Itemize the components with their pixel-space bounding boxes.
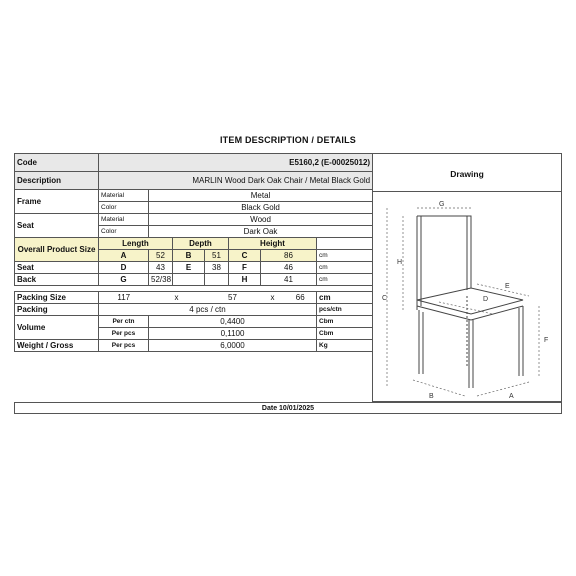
- dim-value: 46: [261, 262, 317, 274]
- dim-value: 51: [205, 250, 229, 262]
- chair-leg: [419, 310, 423, 374]
- seat-material-group-label: Seat: [15, 214, 99, 238]
- dim-key: G: [99, 274, 149, 286]
- label-b: B: [429, 393, 434, 400]
- dimension-header-row: [15, 238, 373, 250]
- seat-material: Wood: [149, 214, 373, 226]
- volume-label: Volume: [15, 316, 99, 340]
- drawing-header: Drawing: [372, 153, 562, 192]
- dim-key: F: [229, 262, 261, 274]
- volume-ctn-row: [15, 316, 373, 328]
- code-value: E5160,2 (E-00025012): [99, 154, 373, 172]
- packing-value: 4 pcs / ctn: [99, 304, 317, 316]
- dim-key: [173, 274, 205, 286]
- packing-unit: pcs/ctn: [317, 304, 373, 316]
- frame-material: Metal: [149, 190, 373, 202]
- frame-color-label: Color: [99, 202, 149, 214]
- dim-row-label: Seat: [15, 262, 99, 274]
- frame-color: Black Gold: [149, 202, 373, 214]
- seat-color: Dark Oak: [149, 226, 373, 238]
- chair-backrest: [417, 216, 471, 310]
- dim-value: 41: [261, 274, 317, 286]
- packing-size-b: 57: [205, 292, 261, 304]
- weight-row: [15, 340, 373, 352]
- label-g: G: [439, 201, 445, 208]
- dim-key: E: [173, 262, 205, 274]
- packing-size-unit: cm: [317, 292, 373, 304]
- depth-header: Depth: [173, 238, 229, 250]
- dim-value: [205, 274, 229, 286]
- seat-material-row: [15, 214, 373, 226]
- dim-line-b: [413, 380, 465, 396]
- volume-unit: Cbm: [317, 316, 373, 328]
- label-e: E: [505, 283, 510, 290]
- dim-value: 86: [261, 250, 317, 262]
- description-row: [15, 172, 373, 190]
- weight-label: Weight / Gross: [15, 340, 99, 352]
- description-label: Description: [15, 172, 99, 190]
- packing-size-a: 117: [99, 292, 149, 304]
- dim-line-e: [477, 284, 529, 296]
- overall-size-label: Overall Product Size: [15, 238, 99, 262]
- dim-key: B: [173, 250, 205, 262]
- dim-key: A: [99, 250, 149, 262]
- dim-value: 38: [205, 262, 229, 274]
- code-row: [15, 154, 373, 172]
- packing-size-x1: x: [149, 292, 205, 304]
- label-a: A: [509, 393, 514, 400]
- drawing-panel: [372, 191, 562, 402]
- volume-per-pcs-label: Per pcs: [99, 328, 149, 340]
- volume-per-ctn-label: Per ctn: [99, 316, 149, 328]
- description-value: MARLIN Wood Dark Oak Chair / Metal Black Gold: [99, 172, 373, 190]
- weight-value: 6,0000: [149, 340, 317, 352]
- label-h: H: [397, 259, 403, 266]
- dim-value: 52/38: [149, 274, 173, 286]
- chair-leg: [469, 320, 473, 388]
- length-header: Length: [99, 238, 173, 250]
- height-header: Height: [229, 238, 317, 250]
- seat-material-label: Material: [99, 214, 149, 226]
- dimension-row-back: [15, 274, 373, 286]
- packing-label: Packing: [15, 304, 99, 316]
- label-f: F: [544, 337, 549, 344]
- dim-key: H: [229, 274, 261, 286]
- page-title: ITEM DESCRIPTION / DETAILS: [219, 135, 357, 145]
- label-c: C: [382, 295, 388, 302]
- label-d: D: [483, 296, 489, 303]
- dim-unit: cm: [317, 274, 373, 286]
- packing-size-c: 66: [285, 292, 317, 304]
- weight-unit: Kg: [317, 340, 373, 352]
- dimension-row-seat: [15, 262, 373, 274]
- code-label: Code: [15, 154, 99, 172]
- volume-per-pcs: 0,1100: [149, 328, 317, 340]
- seat-color-label: Color: [99, 226, 149, 238]
- dim-value: 52: [149, 250, 173, 262]
- dim-key: C: [229, 250, 261, 262]
- packing-size-label: Packing Size: [15, 292, 99, 304]
- packing-size-row: [15, 292, 373, 304]
- dim-line-a: [477, 382, 529, 396]
- weight-per-label: Per pcs: [99, 340, 149, 352]
- date-footer: Date 10/01/2025: [14, 402, 562, 414]
- dim-row-label: Back: [15, 274, 99, 286]
- dim-key: D: [99, 262, 149, 274]
- frame-material-row: [15, 190, 373, 202]
- volume-per-ctn: 0,4400: [149, 316, 317, 328]
- volume-unit: Cbm: [317, 328, 373, 340]
- packing-row: [15, 304, 373, 316]
- chair-drawing: [373, 192, 563, 403]
- chair-leg: [519, 306, 523, 376]
- dim-unit: cm: [317, 262, 373, 274]
- packing-size-x2: x: [261, 292, 285, 304]
- dim-value: 43: [149, 262, 173, 274]
- blank-cell: [317, 238, 373, 250]
- frame-label: Frame: [15, 190, 99, 214]
- frame-material-label: Material: [99, 190, 149, 202]
- details-table: [14, 153, 373, 352]
- dim-unit: cm: [317, 250, 373, 262]
